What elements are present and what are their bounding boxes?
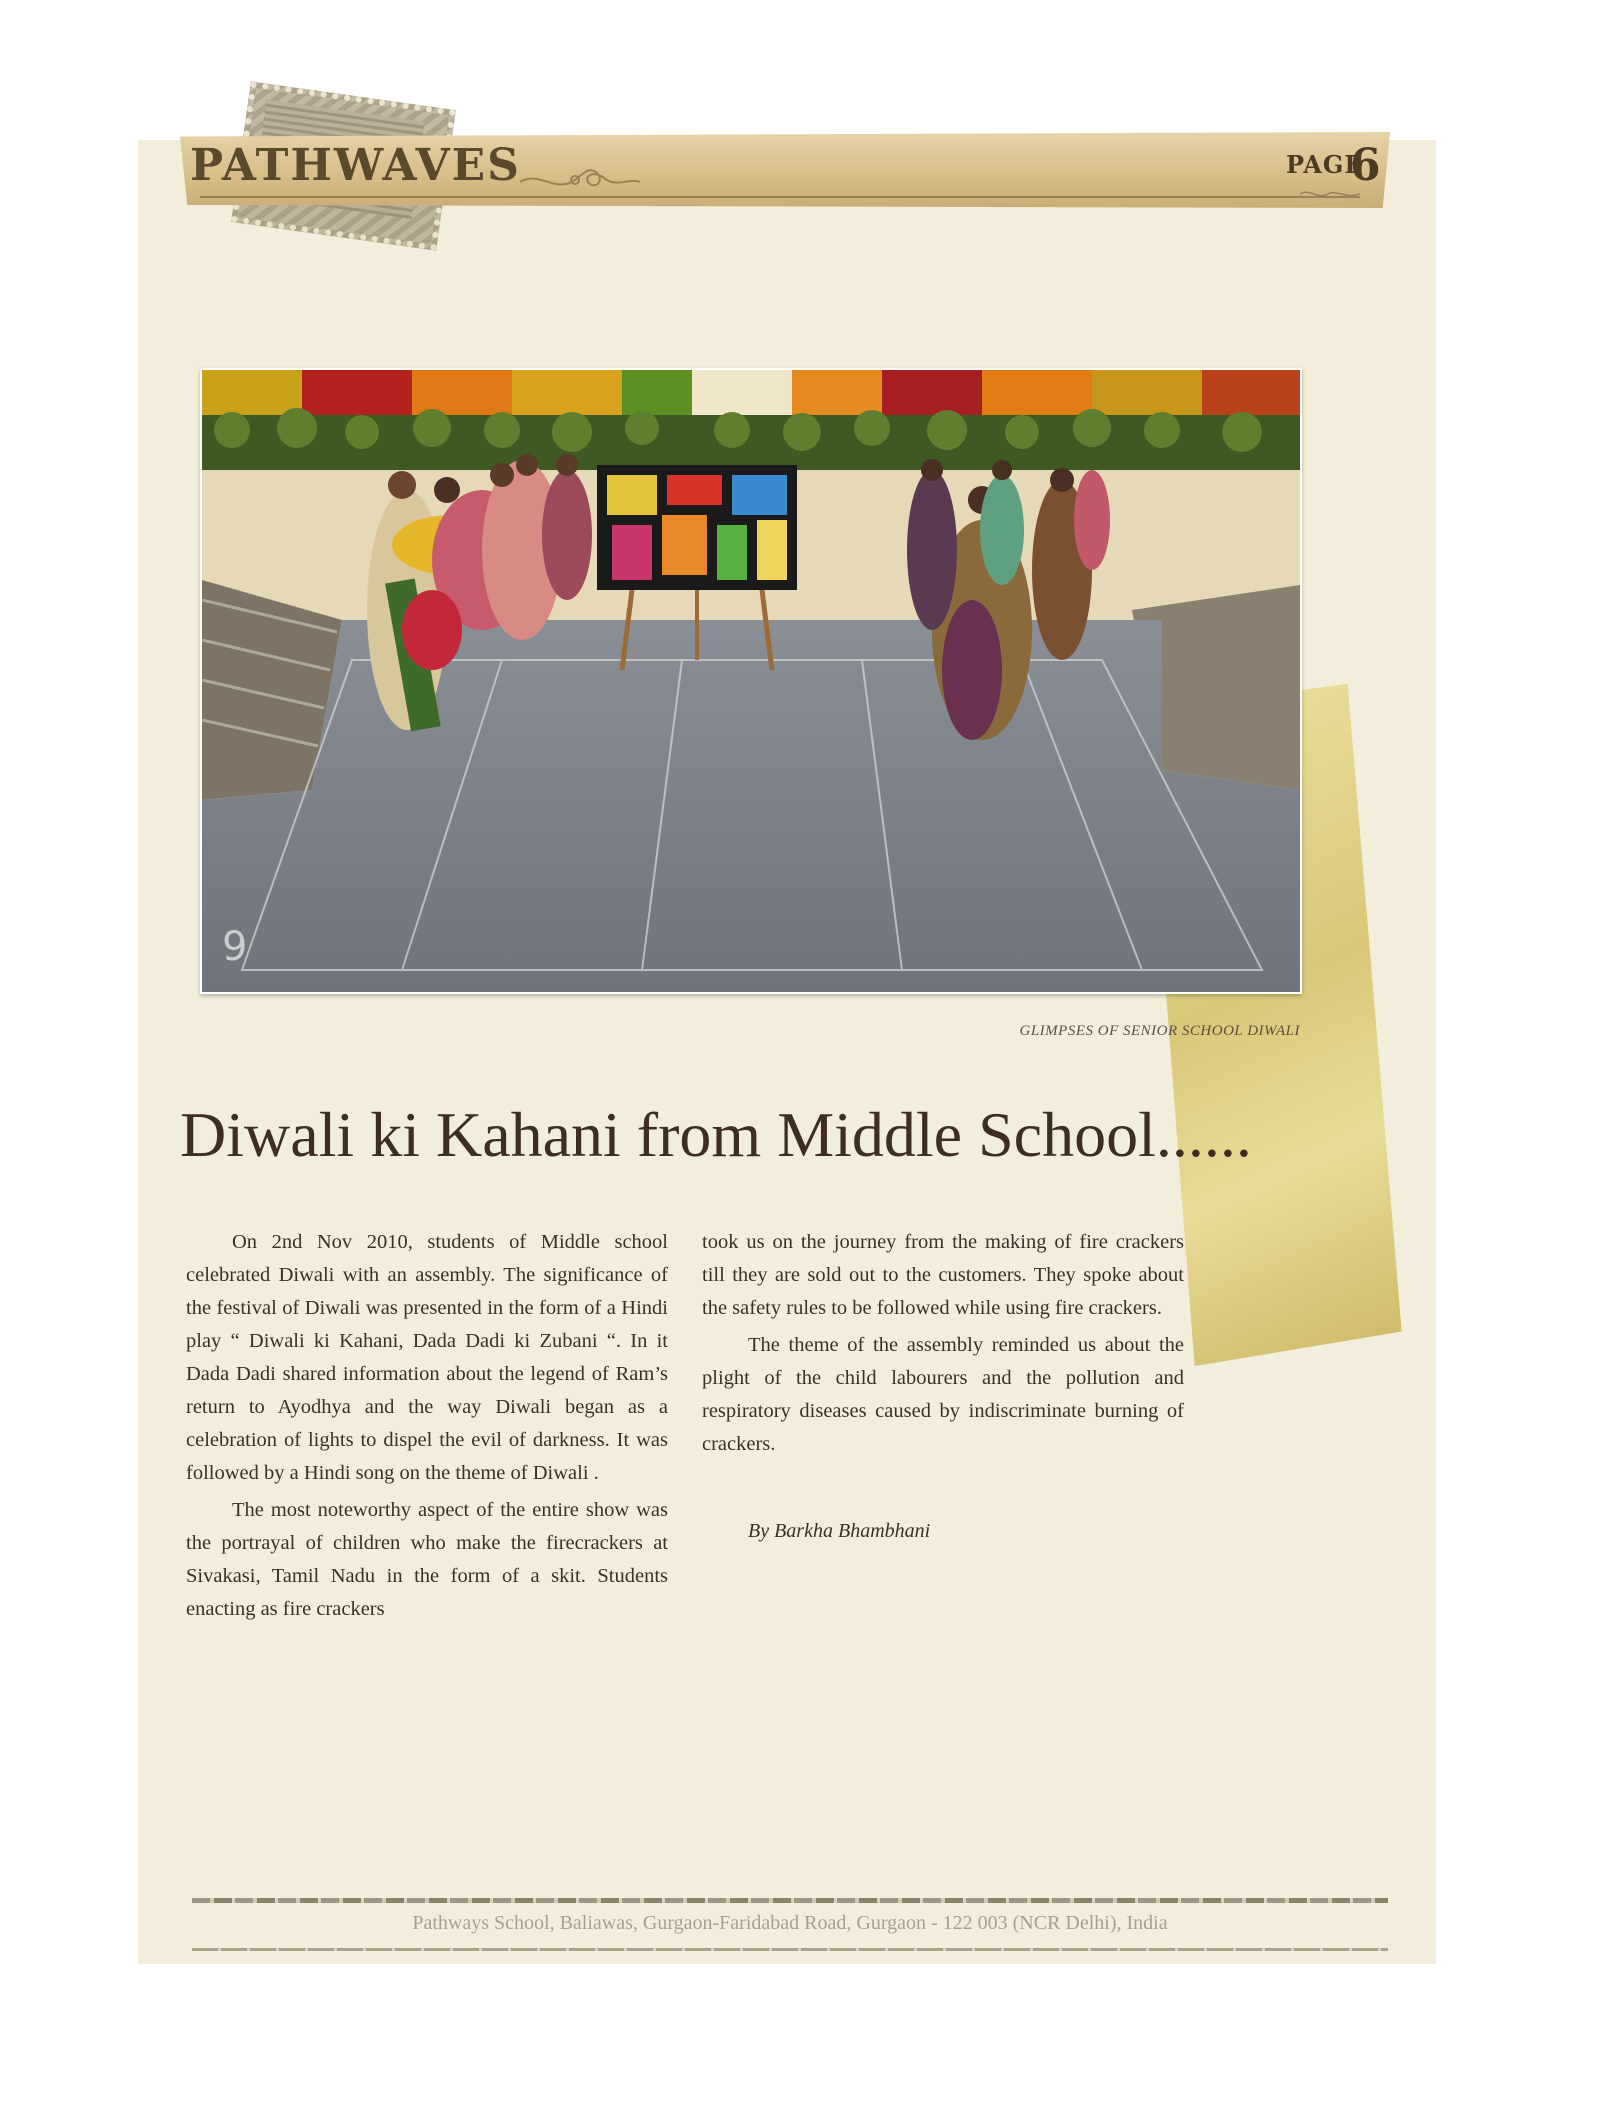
- page-number: 6: [1350, 140, 1381, 191]
- paragraph: took us on the journey from the making of fire crackers till they are sold out to the customers. They spoke about the safety rules to be followed while using fire crackers.: [702, 1231, 1184, 1319]
- diwali-dance-photo: [200, 368, 1302, 994]
- flourish-ornament-icon: [520, 160, 640, 200]
- article-column-right: [702, 1226, 1184, 1461]
- article-column-left: [186, 1226, 668, 1626]
- banner-rule: [200, 196, 1360, 198]
- footer-address: Pathways School, Baliawas, Gurgaon-Faridabad Road, Gurgaon - 122 003 (NCR Delhi), India: [412, 1912, 1168, 1934]
- footer-rule: [192, 1898, 1388, 1903]
- article-byline: By Barkha Bhambhani: [748, 1520, 931, 1542]
- article-title: Diwali ki Kahani from Middle School......: [180, 1099, 1252, 1170]
- page-label: PAGE: [1286, 150, 1364, 179]
- paragraph: The theme of the assembly reminded us about the plight of the child labourers and the pollution and respiratory diseases caused by indiscriminate burning of crackers.: [702, 1334, 1184, 1455]
- svg-text:9: 9: [222, 924, 248, 970]
- paragraph: On 2nd Nov 2010, students of Middle school celebrated Diwali with an assembly. The significance of the festival of Diwali was presented in the form of a Hindi play “ Diwali ki Kahani, Dada Dadi ki Zubani “. In it Dada Dadi shared information about the legend of Ram’s return to Ayodhya and the way Diwali began as a celebration of lights to dispel the evil of darkness. It was followed by a Hindi song on the theme of Diwali .: [186, 1231, 668, 1484]
- footer-rule: [192, 1948, 1388, 1951]
- masthead-title: PATHWAVES: [190, 140, 521, 191]
- paragraph: The most noteworthy aspect of the entire show was the portrayal of children who make the firecrackers at Sivakasi, Tamil Nadu in the form of a skit. Students enacting as fire crackers: [186, 1499, 668, 1620]
- photo-caption: GLIMPSES OF SENIOR SCHOOL DIWALI: [1019, 1023, 1300, 1039]
